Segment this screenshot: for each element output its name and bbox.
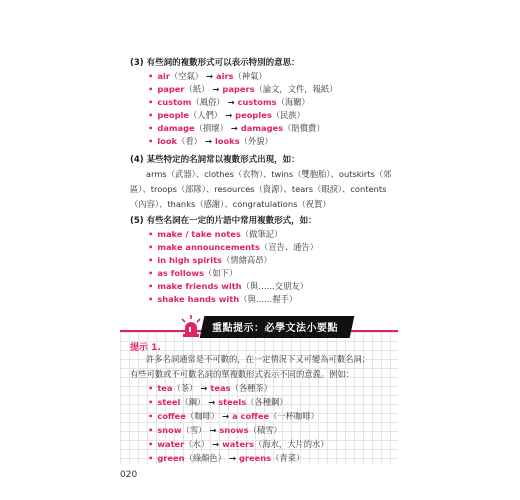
term-gloss: （水） [184, 439, 210, 449]
arrow-icon: → [209, 425, 217, 435]
term-singular: green [157, 453, 185, 463]
bullet-icon: • [148, 281, 154, 291]
arrow-icon: → [227, 97, 235, 107]
term-plural: waters [222, 439, 255, 449]
term-plural: looks [214, 136, 240, 146]
paragraph-line: arms（武器）、clothes（衣物）、twins（雙胞胎）、outskirts（郊 [146, 169, 392, 179]
bullet-icon: • [148, 110, 154, 120]
bullet-icon: • [148, 383, 154, 393]
bullet-icon: • [148, 123, 154, 133]
bullet-icon: • [148, 411, 154, 421]
phrase: as follows [157, 268, 205, 278]
term-plural: damages [240, 123, 284, 133]
arrow-icon: → [229, 453, 236, 463]
phrase: shake hands with [157, 294, 240, 304]
term-gloss: （積雪） [248, 425, 282, 435]
bullet-icon: • [148, 242, 154, 252]
term-plural: airs [216, 71, 234, 81]
paragraph-line: 許多名詞通常是不可數的，在一定情況下又可變為可數名詞； [146, 354, 371, 364]
section-4-paragraph [130, 167, 398, 212]
term-gloss: （茶） [172, 383, 198, 393]
term-gloss: （一杯咖啡） [269, 411, 319, 421]
paragraph-line: 區）、troops（部隊）、resources（資源）、tears（眼淚）、contents [130, 184, 387, 194]
term-plural: snows [219, 425, 249, 435]
bullet-icon: • [148, 439, 154, 449]
term-gloss: （海水，大片的水） [254, 439, 329, 449]
hint-paragraph [130, 352, 396, 382]
phrase-gloss: （做筆記） [240, 229, 283, 239]
bullet-icon: • [148, 268, 154, 278]
bullet-icon: • [148, 229, 154, 239]
arrow-icon: → [206, 71, 214, 81]
term-singular: snow [157, 425, 182, 435]
term-plural: customs [237, 97, 277, 107]
bullet-icon: • [148, 397, 154, 407]
term-gloss: （各種茶） [230, 383, 273, 393]
term-singular: steel [157, 397, 181, 407]
term-singular: people [157, 110, 189, 120]
phrase: make announcements [157, 242, 260, 252]
term-singular: damage [157, 123, 195, 133]
term-singular: air [157, 71, 170, 81]
term-gloss: （青菜） [271, 453, 305, 463]
phrase-gloss: （與……交朋友） [241, 281, 308, 291]
term-gloss: （看） [177, 136, 202, 146]
arrow-icon: → [222, 411, 230, 421]
bullet-icon: • [148, 71, 154, 81]
bullet-icon: • [148, 84, 154, 94]
term-plural: steels [218, 397, 247, 407]
arrow-icon: → [200, 383, 208, 393]
term-plural: papers [222, 84, 255, 94]
arrow-icon: → [208, 397, 216, 407]
term-gloss: （人們） [189, 110, 223, 120]
list-item [148, 424, 282, 436]
hint-title: 提示 1. [130, 343, 161, 353]
list-item [148, 122, 325, 134]
bullet-icon: • [148, 425, 154, 435]
term-gloss: （海關） [276, 97, 310, 107]
list-item [148, 280, 308, 292]
term-gloss: （外貌） [239, 136, 273, 146]
term-gloss: （損壞） [194, 123, 228, 133]
term-singular: paper [157, 84, 185, 94]
arrow-icon: → [212, 439, 220, 449]
arrow-icon: → [212, 84, 220, 94]
list-item [148, 70, 267, 82]
term-gloss: （民族） [271, 110, 305, 120]
list-item [148, 96, 310, 108]
arrow-icon: → [204, 136, 212, 146]
term-singular: coffee [157, 411, 186, 421]
term-singular: water [157, 439, 185, 449]
term-gloss: （雪） [181, 425, 207, 435]
section-5-title: (5) 有些名詞在一定的片語中常用複數形式，如： [130, 216, 317, 226]
bullet-icon: • [148, 294, 154, 304]
term-plural: teas [210, 383, 231, 393]
term-plural: peoples [235, 110, 272, 120]
term-singular: tea [157, 383, 173, 393]
term-singular: look [157, 136, 178, 146]
page-number: 020 [120, 470, 138, 480]
phrase-gloss: （宣告、通告） [259, 242, 319, 252]
term-gloss: （神氣） [233, 71, 267, 81]
phrase: make friends with [157, 281, 242, 291]
phrase: make / take notes [157, 229, 241, 239]
term-gloss: （風俗） [191, 97, 225, 107]
list-item [148, 410, 319, 422]
list-item [148, 254, 272, 266]
term-gloss: （紙） [184, 84, 210, 94]
term-gloss: （論文，文件，報紙） [254, 84, 338, 94]
term-gloss: （咖啡） [185, 411, 220, 421]
paragraph-line: 有些可數或不可數名詞的單複數形式表示不同的意義。例如： [130, 369, 355, 379]
tip-banner [178, 312, 358, 342]
list-item [148, 396, 288, 408]
list-item [148, 382, 272, 394]
list-item [148, 438, 329, 450]
phrase: in high spirits [157, 255, 222, 265]
term-gloss: （空氣） [169, 71, 204, 81]
bullet-icon: • [148, 255, 154, 265]
term-plural: greens [238, 453, 272, 463]
list-item [148, 83, 338, 95]
section-4-title: (4) 某些特定的名詞常以複數形式出現，如： [130, 155, 300, 165]
list-item [148, 228, 282, 240]
phrase-gloss: （情緒高昂） [222, 255, 272, 265]
paragraph-line: （內容）、thanks（感謝）、congratulations（祝賀） [130, 199, 331, 209]
term-gloss: （綠顏色） [184, 453, 227, 463]
list-item [148, 452, 304, 464]
bullet-icon: • [148, 453, 154, 463]
term-gloss: （鋼） [180, 397, 206, 407]
list-item [148, 135, 273, 147]
arrow-icon: → [230, 123, 238, 133]
list-item [148, 109, 305, 121]
bullet-icon: • [148, 136, 154, 146]
arrow-icon: → [225, 110, 233, 120]
term-gloss: （各種鋼） [246, 397, 288, 407]
banner-title: 重點提示：必學文法小要點 [212, 323, 338, 334]
section-3-title: (3) 有些詞的複數形式可以表示特別的意思： [130, 58, 300, 68]
list-item [148, 267, 237, 279]
list-item [148, 241, 318, 253]
phrase-gloss: （如下） [204, 268, 238, 278]
term-plural: a coffee [232, 411, 270, 421]
bullet-icon: • [148, 97, 154, 107]
term-singular: custom [157, 97, 192, 107]
list-item [148, 293, 297, 305]
phrase-gloss: （與……握手） [239, 294, 298, 304]
term-gloss: （賠償費） [283, 123, 325, 133]
